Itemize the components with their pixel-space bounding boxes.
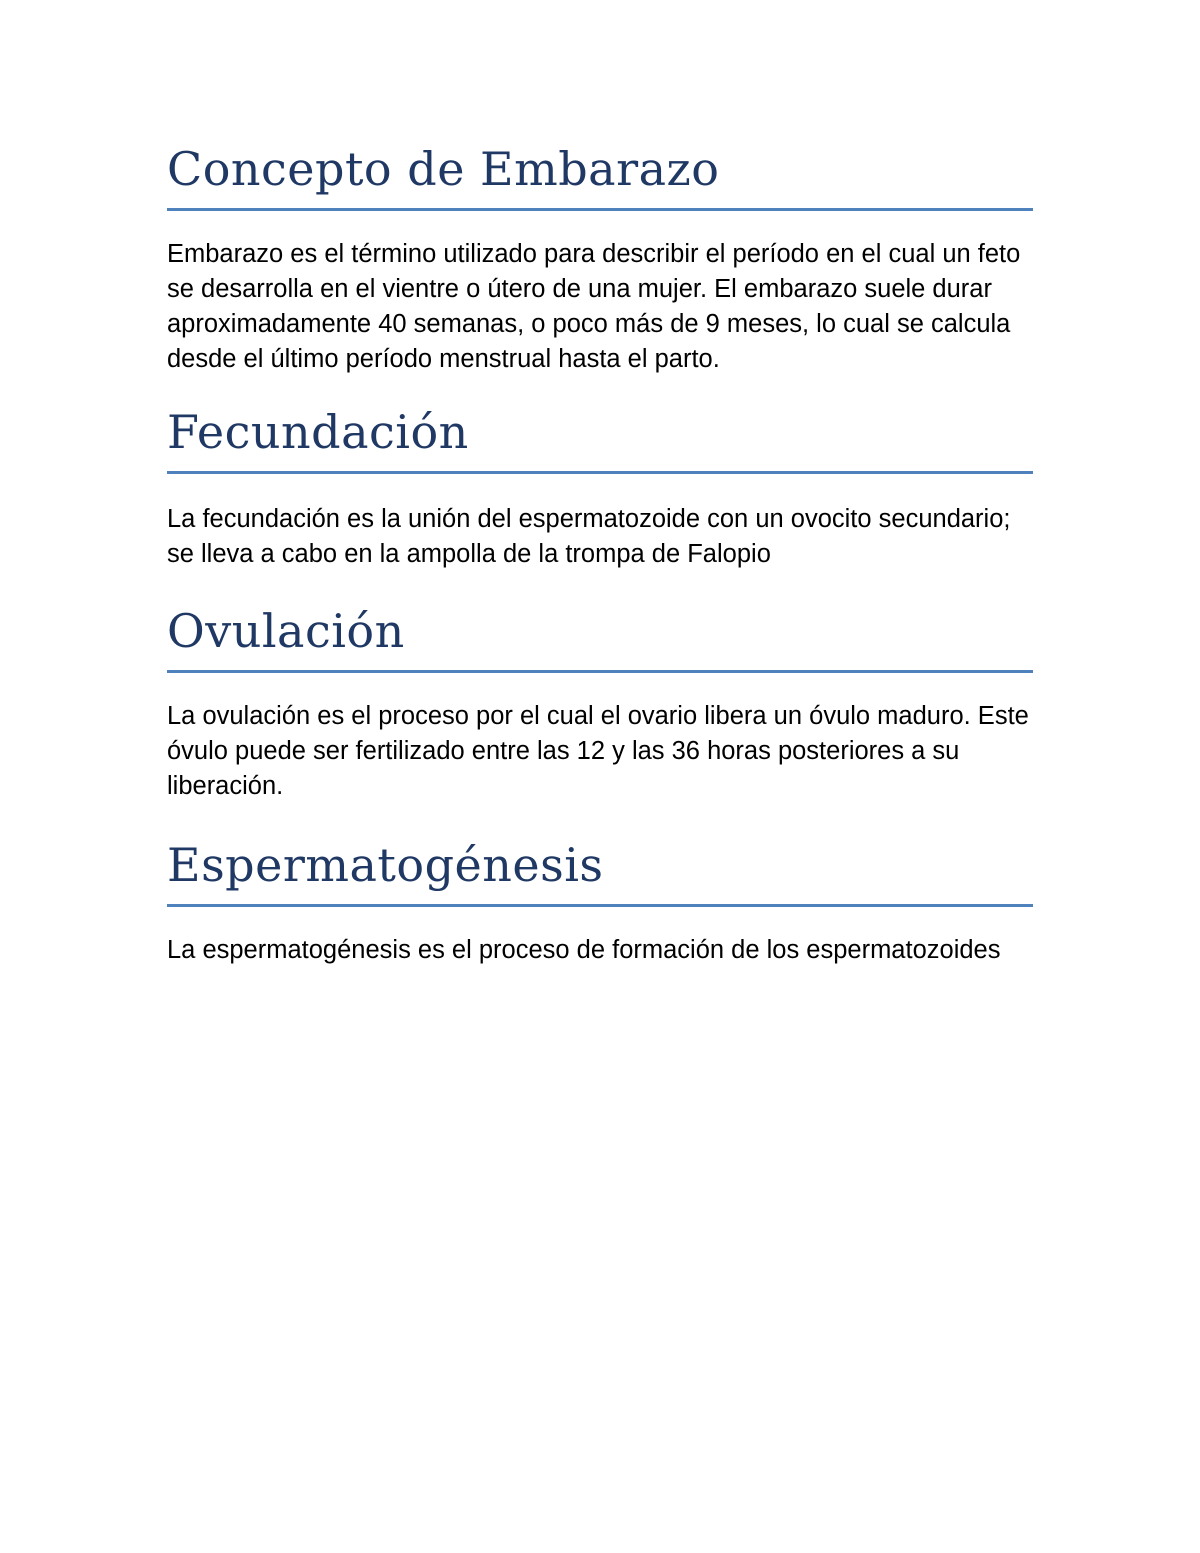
section-heading: Ovulación xyxy=(167,600,1033,673)
section-heading: Espermatogénesis xyxy=(167,834,1033,907)
section-espermatogenesis xyxy=(167,834,1033,968)
section-ovulacion xyxy=(167,600,1033,804)
section-heading: Concepto de Embarazo xyxy=(167,138,1033,211)
section-paragraph: La fecundación es la unión del espermatozoide con un ovocito secundario; se lleva a cabo en la ampolla de la trompa de Falopio xyxy=(167,505,1011,568)
document-content xyxy=(167,138,1033,968)
section-paragraph: Embarazo es el término utilizado para describir el período en el cual un feto se desarrolla en el vientre o útero de una mujer. El embarazo suele durar aproximadamente 40 semanas, o poco más de 9 meses, lo cual se calcula desde el último período menstrual hasta el parto. xyxy=(167,240,1021,373)
section-heading: Fecundación xyxy=(167,401,1033,474)
section-paragraph: La ovulación es el proceso por el cual el ovario libera un óvulo maduro. Este óvulo puede ser fertilizado entre las 12 y las 36 horas posteriores a su liberación. xyxy=(167,702,1029,800)
section-fecundacion xyxy=(167,401,1033,572)
section-paragraph: La espermatogénesis es el proceso de formación de los espermatozoides xyxy=(167,936,1001,964)
section-concepto-de-embarazo xyxy=(167,138,1033,377)
